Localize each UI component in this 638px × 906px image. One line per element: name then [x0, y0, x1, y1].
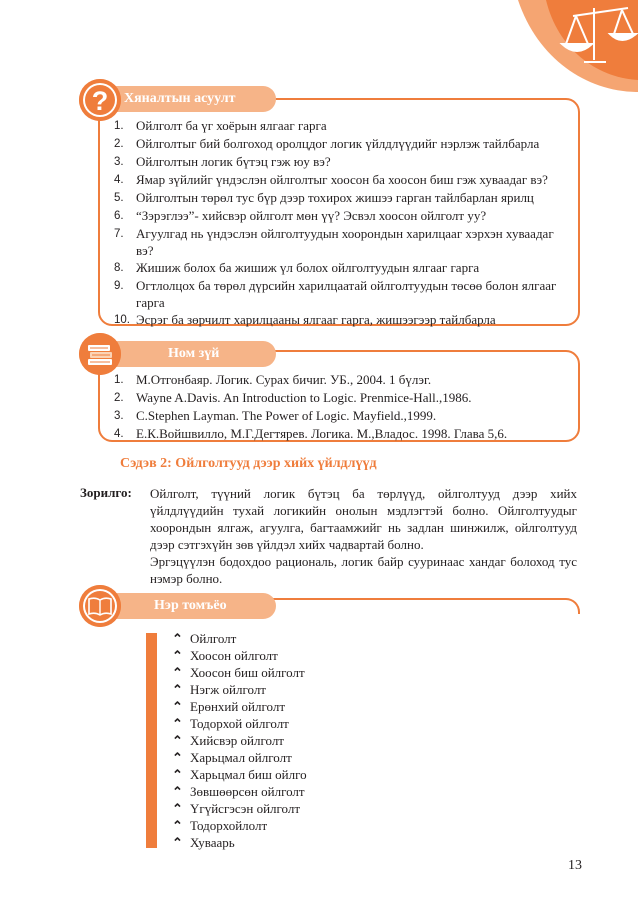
list-item: ⌃ Үгүйсгэсэн ойлголт: [172, 801, 301, 816]
list-item: 8. Жишиж болох ба жишиж үл болох ойлголтуудын ялгааг гарга: [114, 260, 480, 275]
bullet-icon: ⌃: [172, 733, 183, 748]
page-number: 13: [568, 858, 582, 873]
list-item: ⌃ Ерөнхий ойлголт: [172, 699, 286, 714]
topic-heading: Сэдэв 2: Ойлголтууд дээр хийх үйлдлүүд: [120, 456, 377, 471]
bullet-icon: ⌃: [172, 682, 183, 697]
bullet-icon: ⌃: [172, 750, 183, 765]
scales-icon: [518, 0, 638, 92]
list-item: ⌃ Харьцмал биш ойлго: [172, 767, 307, 782]
question-mark-icon: [79, 79, 121, 121]
svg-text:?: ?: [91, 86, 109, 116]
list-item: 4. Е.К.Войшвилло, М.Г.Дегтярев. Логика. М.,Владос. 1998. Глава 5,6.: [114, 426, 508, 441]
goal-paragraph: Ойлголт, түүний логик бүтэц ба төрлүүд, ойлголтууд дээр хийх үйлдлүүдийн тухай логикийн онолын мэдлэгтэй болно. Ойлголтуудыг хоорондын ялгаж, агуулга, багтаамжийг нь задлан шинжилж, ойлголтууд дээр сэтгэхүйн зөв үйлдэл хийх чадвартай болно.: [150, 486, 577, 552]
review-questions-title: Хяналтын асуулт: [104, 86, 276, 112]
list-item: 2. Ойлголтыг бий болгоход оролцдог логик үйлдлүүдийг нэрлэж тайлбарла: [114, 136, 540, 151]
list-item: 6. “Зэрэглээ”- хийсвэр ойлголт мөн үү? Эсвэл хоосон ойлголт уу?: [114, 208, 487, 223]
list-item: ⌃ Хоосон биш ойлголт: [172, 665, 305, 680]
list-item: 1. М.Отгонбаяр. Логик. Сурах бичиг. УБ., 2004. 1 бүлэг.: [114, 372, 432, 387]
list-item: 2. Wayne A.Davis. An Introduction to Logic. Prenmice-Hall.,1986.: [114, 390, 472, 405]
list-item: 5. Ойлголтын төрөл тус бүр дээр тохирох жишээ гарган тайлбарлан ярилц: [114, 190, 534, 205]
list-item: 4. Ямар зүйлийг үндэслэн ойлголтыг хоосон ба хоосон биш гэж хуваадаг вэ?: [114, 172, 548, 187]
terms-accent-bar: [146, 633, 157, 848]
bullet-icon: ⌃: [172, 835, 183, 850]
bullet-icon: ⌃: [172, 631, 183, 646]
list-item: 3. Ойлголтын логик бүтэц гэж юу вэ?: [114, 154, 331, 169]
bullet-icon: ⌃: [172, 716, 183, 731]
bullet-icon: ⌃: [172, 818, 183, 833]
terms-list: [172, 630, 307, 851]
goal-label: Зорилго:: [80, 485, 132, 500]
list-item: ⌃ Тодорхой ойлголт: [172, 716, 289, 731]
list-item: ⌃ Хуваарь: [172, 835, 235, 850]
list-item: 7. Агуулгад нь үндэслэн ойлголтуудын хоорондын харилцааг хэрхэн хуваадаг вэ?: [114, 226, 554, 258]
list-item: 10. Эсрэг ба зөрчилт харилцааны ялгааг гарга, жишээгээр тайлбарла: [114, 312, 496, 327]
list-item: ⌃ Тодорхойлолт: [172, 818, 268, 833]
bullet-icon: ⌃: [172, 784, 183, 799]
list-item: ⌃ Зөвшөөрсөн ойлголт: [172, 784, 305, 799]
list-item: ⌃ Ойлголт: [172, 631, 237, 646]
list-item: 1. Ойлголт ба үг хоёрын ялгааг гарга: [114, 118, 327, 133]
bullet-icon: ⌃: [172, 699, 183, 714]
list-item: ⌃ Хийсвэр ойлголт: [172, 733, 284, 748]
list-item: ⌃ Хоосон ойлголт: [172, 648, 278, 663]
goal-paragraph: Эргэцүүлэн бодохдоо рациональ, логик байр сууринаас хандаг болоход тус нэмэр болно.: [150, 554, 577, 586]
bullet-icon: ⌃: [172, 648, 183, 663]
books-icon: [79, 333, 121, 375]
open-book-icon: [79, 585, 121, 627]
list-item: 9. Огтлолцох ба төрөл дүрсийн харилцаатай ойлголтуудын төсөө болон ялгааг гарга: [114, 278, 557, 310]
review-questions-list: [114, 117, 576, 329]
list-item: 3. C.Stephen Layman. The Power of Logic. Mayfield.,1999.: [114, 408, 437, 423]
bullet-icon: ⌃: [172, 665, 183, 680]
terms-title: Нэр томъёо: [104, 593, 276, 619]
list-item: ⌃ Харьцмал ойлголт: [172, 750, 292, 765]
bullet-icon: ⌃: [172, 767, 183, 782]
bibliography-title: Ном зүй: [104, 341, 276, 367]
bullet-icon: ⌃: [172, 801, 183, 816]
list-item: ⌃ Нэгж ойлголт: [172, 682, 266, 697]
bibliography-list: [114, 371, 574, 443]
goal-text: [150, 485, 577, 587]
